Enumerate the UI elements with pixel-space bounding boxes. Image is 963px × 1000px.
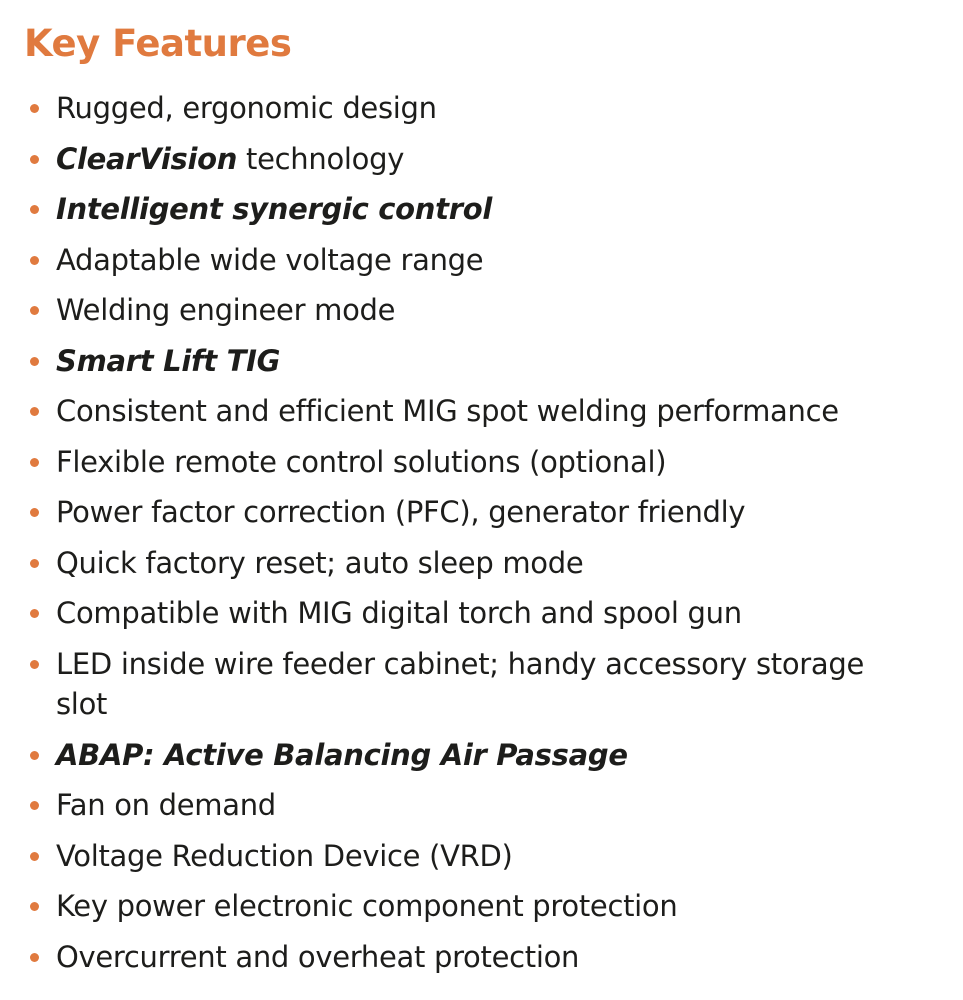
feature-item (24, 593, 963, 634)
feature-emphasis: ClearVision (56, 141, 238, 176)
bullet-icon (30, 508, 39, 517)
feature-text: technology (237, 141, 405, 176)
feature-emphasis: Intelligent synergic control (56, 192, 492, 226)
feature-item (24, 240, 963, 281)
feature-item (24, 290, 963, 331)
feature-item (24, 543, 963, 584)
feature-text: LED inside wire feeder cabinet; handy accessory storage slot (56, 646, 865, 721)
feature-text: Overcurrent and overheat protection (56, 939, 580, 974)
page-title: Key Features (24, 22, 292, 65)
bullet-icon (30, 407, 39, 416)
feature-item (24, 937, 963, 978)
feature-emphasis: Smart Lift TIG (56, 343, 281, 378)
bullet-icon (30, 205, 39, 214)
feature-emphasis: ABAP: Active Balancing Air Passage (56, 737, 628, 772)
bullet-icon (30, 902, 39, 911)
bullet-icon (30, 660, 39, 669)
feature-item (24, 341, 963, 382)
feature-text: Adaptable wide voltage range (56, 242, 484, 277)
bullet-icon (30, 458, 39, 467)
feature-text: Key power electronic component protection (56, 889, 678, 923)
bullet-icon (30, 155, 39, 164)
feature-item (24, 189, 963, 230)
feature-item (24, 139, 963, 180)
bullet-icon (30, 559, 39, 568)
bullet-icon (30, 852, 39, 861)
bullet-icon (30, 801, 39, 810)
feature-item (24, 88, 963, 129)
feature-text: Power factor correction (PFC), generator friendly (56, 495, 746, 529)
bullet-icon (30, 357, 39, 366)
feature-item (24, 836, 963, 877)
bullet-icon (30, 256, 39, 265)
feature-list (24, 88, 963, 977)
feature-text: Compatible with MIG digital torch and spool gun (56, 596, 742, 630)
bullet-icon (30, 953, 39, 962)
feature-item (24, 492, 963, 533)
bullet-icon (30, 609, 39, 618)
feature-text: Flexible remote control solutions (optional) (56, 444, 667, 479)
bullet-icon (30, 751, 39, 760)
feature-text: Rugged, ergonomic design (56, 91, 437, 125)
bullet-icon (30, 104, 39, 113)
feature-item (24, 644, 896, 725)
feature-text: Quick factory reset; auto sleep mode (56, 545, 584, 580)
feature-item (24, 735, 963, 776)
feature-item (24, 391, 963, 432)
feature-text: Consistent and efficient MIG spot welding performance (56, 394, 839, 428)
feature-item (24, 785, 963, 826)
feature-text: Welding engineer mode (56, 293, 396, 327)
feature-item (24, 886, 963, 927)
feature-text: Voltage Reduction Device (VRD) (56, 838, 513, 873)
feature-item (24, 442, 963, 483)
bullet-icon (30, 306, 39, 315)
feature-text: Fan on demand (56, 788, 276, 822)
